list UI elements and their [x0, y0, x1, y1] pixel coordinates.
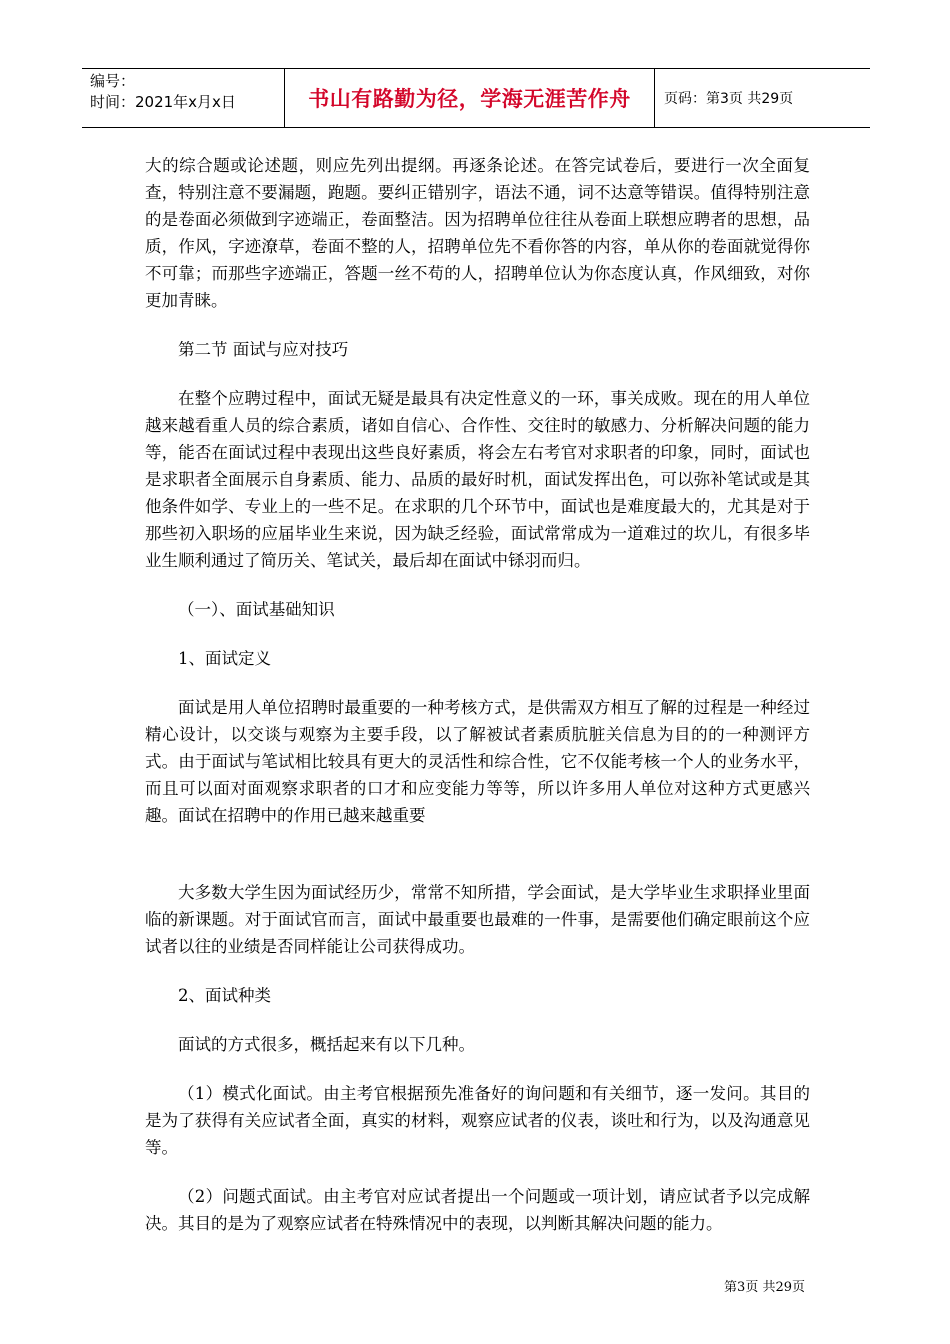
- section-title: 第二节 面试与应对技巧: [178, 340, 349, 359]
- paragraph-type-2: （2）问题式面试。由主考官对应试者提出一个问题或一项计划，请应试者予以完成解决。其目的是为了观察应试者在特殊情况中的表现，以判断其解决问题的能力。: [145, 1187, 810, 1233]
- paragraph-continuation: 大的综合题或论述题，则应先列出提纲。再逐条论述。在答完试卷后，要进行一次全面复查，特别注意不要漏题，跑题。要纠正错别字，语法不通，词不达意等错误。值得特别注意的是卷面必须做到字迹端正，卷面整洁。因为招聘单位往往从卷面上联想应聘者的思想，品质，作风，字迹潦草，卷面不整的人，招聘单位先不看你答的内容，单从你的卷面就觉得你不可靠；而那些字迹端正，答题一丝不苟的人，招聘单位认为你态度认真，作风细致，对你更加青睐。: [145, 156, 810, 310]
- page-footer: 第3页 共29页: [724, 1280, 805, 1295]
- document-date: 时间：2021年x月x日: [90, 93, 236, 111]
- paragraph-interview-intro: 在整个应聘过程中，面试无疑是最具有决定性意义的一环，事关成败。现在的用人单位越来越看重人员的综合素质，诸如自信心、合作性、交往时的敏感力、分析解决问题的能力等，能否在面试过程中表现出这些良好素质，将会左右考官对求职者的印象，同时，面试也是求职者全面展示自身素质、能力、品质的最好时机，面试发挥出色，可以弥补笔试或是其他条件如学、专业上的一些不足。在求职的几个环节中，面试也是难度最大的，尤其是对于那些初入职场的应届毕业生来说，因为缺乏经验，面试常常成为一道难过的坎儿，有很多毕业生顺利通过了简历关、笔试关，最后却在面试中铩羽而归。: [145, 389, 810, 570]
- item-title-types: 2、面试种类: [178, 986, 271, 1005]
- header-page-info: 页码：第3页 共29页: [664, 91, 794, 107]
- document-body: [145, 152, 810, 1237]
- header-meta: [90, 71, 236, 113]
- paragraph-type-1: （1）模式化面试。由主考官根据预先准备好的询问题和有关细节，逐一发问。其目的是为了获得有关应试者全面，真实的材料，观察应试者的仪表，谈吐和行为，以及沟通意见等。: [145, 1084, 810, 1157]
- page-header: [82, 68, 870, 128]
- header-divider: [654, 69, 655, 127]
- subsection-title: （一）、面试基础知识: [178, 600, 335, 619]
- document-number-label: 编号：: [90, 72, 136, 90]
- paragraph-definition: 面试是用人单位招聘时最重要的一种考核方式，是供需双方相互了解的过程是一种经过精心设计，以交谈与观察为主要手段，以了解被试者素质肮脏关信息为目的的一种测评方式。由于面试与笔试相比较具有更大的灵活性和综合性，它不仅能考核一个人的业务水平，而且可以面对面观察求职者的口才和应变能力等等，所以许多用人单位对这种方式更感兴趣。面试在招聘中的作用已越来越重要: [145, 698, 810, 825]
- header-motto: 书山有路勤为径，学海无涯苦作舟: [308, 87, 631, 111]
- paragraph-types-intro: 面试的方式很多，概括起来有以下几种。: [178, 1035, 475, 1054]
- item-title-definition: 1、面试定义: [178, 649, 271, 668]
- paragraph-students: 大多数大学生因为面试经历少，常常不知所措，学会面试，是大学毕业生求职择业里面临的新课题。对于面试官而言，面试中最重要也最难的一件事，是需要他们确定眼前这个应试者以往的业绩是否同样能让公司获得成功。: [145, 883, 810, 956]
